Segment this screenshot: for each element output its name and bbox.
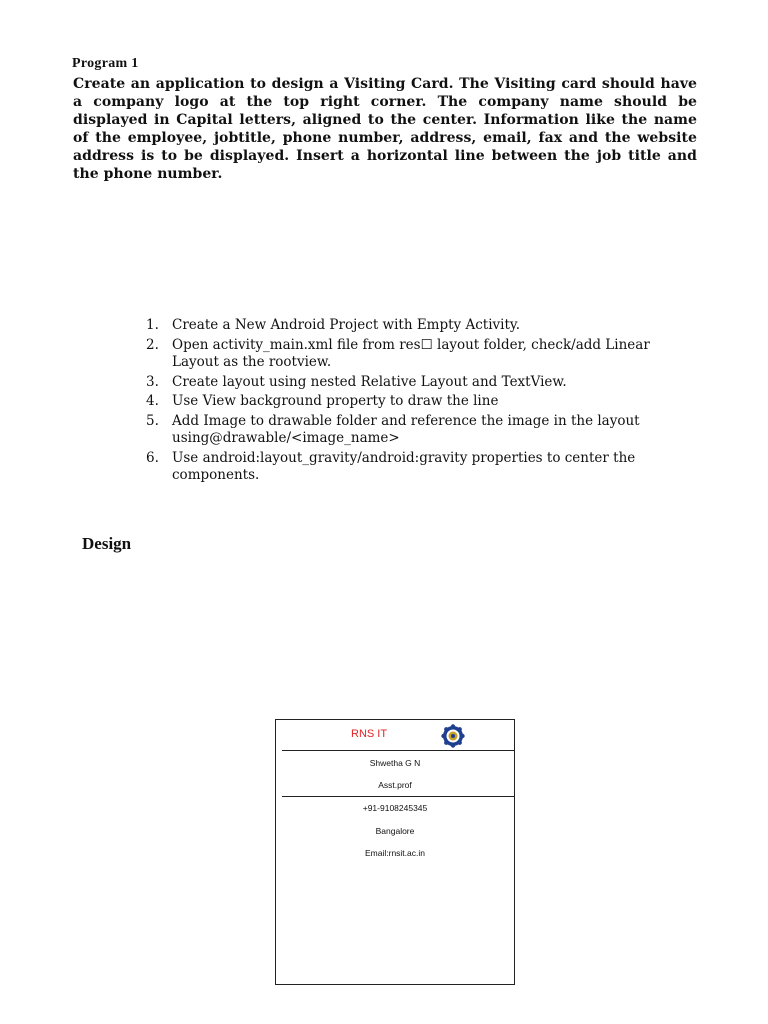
step-text: Use View background property to draw the line [172,393,499,409]
step-text: Open activity_main.xml file from res☐ layout folder, check/add Linear Layout as the rootview. [172,336,650,370]
program-heading: Program 1 [72,56,139,71]
steps-list [146,317,691,487]
step-number: 4. [146,393,159,409]
company-name: RNS IT [351,728,388,740]
step-item [146,337,691,372]
step-item [146,393,691,411]
phone-number: +91-9108245345 [362,803,428,813]
step-text: Add Image to drawable folder and reference the image in the layout using@drawable/<image_name> [172,412,640,446]
step-text: Use android:layout_gravity/android:gravity properties to center the components. [172,449,636,483]
header-divider [282,750,514,751]
employee-name: Shwetha G N [369,758,421,768]
job-title: Asst.prof [378,780,412,790]
step-text: Create a New Android Project with Empty Activity. [172,317,521,333]
college-emblem-icon [439,723,467,749]
step-number: 1. [146,317,159,333]
step-item [146,317,691,335]
step-item [146,374,691,392]
step-number: 3. [146,373,159,390]
visiting-card-preview [275,719,515,985]
email: Email:rnsit.ac.in [365,848,425,858]
step-number: 5. [146,412,159,429]
design-heading: Design [82,534,132,553]
step-number: 2. [146,336,159,353]
program-description: Create an application to design a Visiting Card. The Visiting card should have a company logo at the top right corner. The company name should be displayed in Capital letters, aligned to the center. Information like the name of the employee, jobtitle, phone number, address, email, fax and the website address is to be displayed. Insert a horizontal line between the job title and the phone number. [73,76,697,182]
job-phone-divider [282,796,514,797]
step-item [146,450,691,485]
address: Bangalore [375,826,415,836]
card-header [276,720,514,751]
step-item [146,413,691,448]
step-text: Create layout using nested Relative Layout and TextView. [172,373,567,390]
step-number: 6. [146,449,159,466]
